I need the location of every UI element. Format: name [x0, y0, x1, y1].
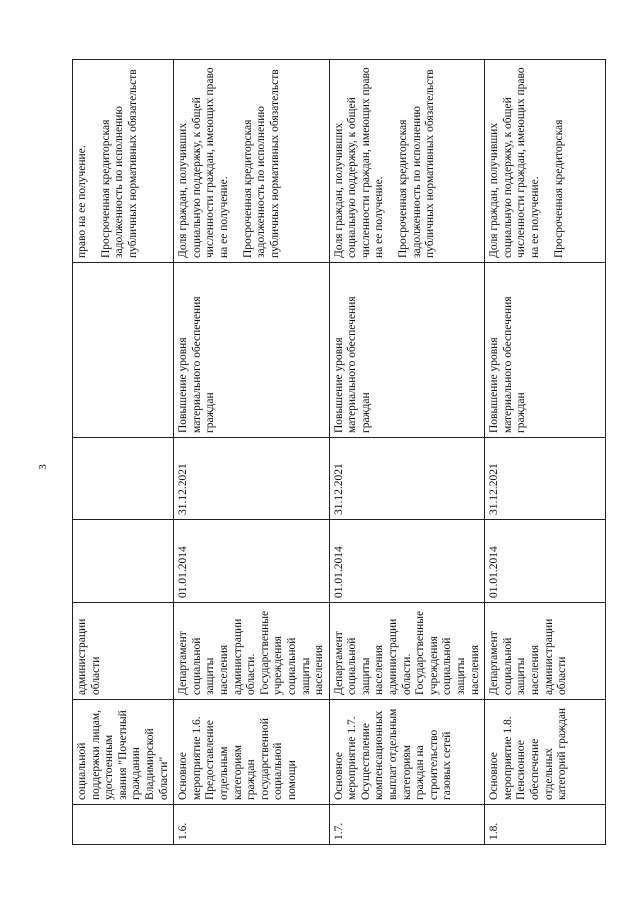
table-row — [485, 60, 606, 845]
table-row — [329, 60, 485, 845]
indicators-cell — [73, 60, 174, 263]
row-number-cell: 1.8. — [485, 805, 606, 845]
indicators-cell — [329, 60, 485, 263]
start-date-cell: 01.01.2014 — [485, 520, 606, 603]
indicator-text: Просроченная кредиторская задолженность по исполнению публичных нормативных обязательств — [397, 69, 437, 258]
end-date-cell — [73, 438, 174, 520]
end-date-cell: 31.12.2021 — [174, 438, 330, 520]
indicator-text: Просроченная кредиторская задолженность по исполнению публичных нормативных обязательств — [99, 69, 139, 258]
indicator-text: право на ее получение. — [76, 145, 88, 258]
executor-cell: Департамент социальной защиты населения администрации области. Государственные учреждения социальной защиты населения — [329, 603, 485, 700]
expected-result-cell: Повышение уровня материального обеспечения граждан — [174, 263, 330, 438]
end-date-cell: 31.12.2021 — [329, 438, 485, 520]
measure-name-cell: Основное мероприятие 1.7. Осуществление компенсационных выплат отдельным категориям граждан на строительство газовых сетей — [329, 700, 485, 805]
table-row — [73, 60, 174, 845]
start-date-cell: 01.01.2014 — [174, 520, 330, 603]
indicator-text: Доля граждан, получивших социальную поддержку, к общей численности граждан, имеющих право на ее получение. — [488, 67, 541, 258]
measure-name-cell: Основное мероприятие 1.8. Пенсионное обеспечение отдельных категорий граждан — [485, 700, 606, 805]
indicators-cell — [485, 60, 606, 263]
rotated-table-container — [72, 60, 577, 845]
executor-cell: Департамент социальной защиты населения администрации области. Государственные учреждения социальной защиты населения — [174, 603, 330, 700]
executor-cell: Департамент социальной защиты населения администрации области — [485, 603, 606, 700]
row-number-cell: 1.6. — [174, 805, 330, 845]
program-measures-table — [72, 59, 606, 845]
expected-result-cell — [73, 263, 174, 438]
expected-result-cell: Повышение уровня материального обеспечения граждан — [329, 263, 485, 438]
indicator-text: Просроченная кредиторская — [552, 119, 565, 258]
indicator-text: Доля граждан, получивших социальную поддержку, к общей численности граждан, имеющих право на ее получение. — [177, 67, 230, 258]
indicators-cell — [174, 60, 330, 263]
end-date-cell: 31.12.2021 — [485, 438, 606, 520]
table-row — [174, 60, 330, 845]
start-date-cell — [73, 520, 174, 603]
measure-name-cell: Основное мероприятие 1.6. Предоставление отдельным категориям граждан государственной социальной помощи — [174, 700, 330, 805]
row-number-cell: 1.7. — [329, 805, 485, 845]
row-number-cell — [73, 805, 174, 845]
expected-result-cell: Повышение уровня материального обеспечения граждан — [485, 263, 606, 438]
measure-name-cell: социальной поддержки лицам, удостоенным звания "Почетный гражданин Владимирской области" — [73, 700, 174, 805]
executor-cell: администрации области — [73, 603, 174, 700]
indicator-text: Просроченная кредиторская задолженность по исполнению публичных нормативных обязательств — [241, 69, 281, 258]
page-number: 3 — [36, 464, 49, 470]
start-date-cell: 01.01.2014 — [329, 520, 485, 603]
indicator-text: Доля граждан, получивших социальную поддержку, к общей численности граждан, имеющих право на ее получение. — [332, 67, 386, 258]
